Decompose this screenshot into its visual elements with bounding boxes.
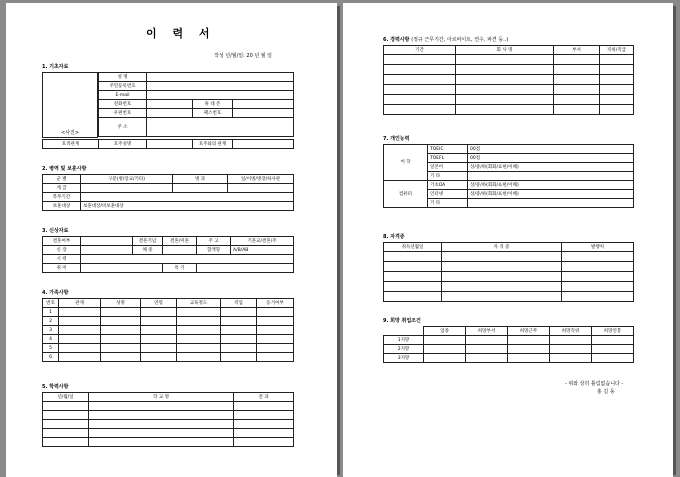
career-note: (정규 근무기간, 아르바이트, 연수, 파견 등..): [411, 37, 509, 43]
family-register-row: 호적관계 호주성명 호주와의 관계: [42, 139, 294, 149]
date-line: 작성 년/월/일: 20 년 월 일: [214, 53, 273, 59]
table-row: 복무기간: [43, 193, 294, 202]
section-job-conditions-heading: 9. 희망 취업조건: [383, 318, 421, 324]
signature-name: 홍 길 동: [597, 389, 615, 395]
table-row: 성 명: [99, 73, 294, 82]
certificates-table: [383, 242, 634, 302]
job-conditions-table: [383, 326, 634, 363]
table-row: 취득년월일 자 격 증 발행처: [384, 243, 634, 252]
table-row: [43, 402, 294, 411]
table-row: [43, 429, 294, 438]
table-row: 주민등록번호: [99, 82, 294, 91]
table-row: 2: [43, 317, 294, 326]
table-row: 일본어 상/중/하(회화/표현/이해): [384, 163, 634, 172]
career-table: [383, 45, 634, 115]
section-career-heading: 6. 경력사항 (정규 근무기간, 아르바이트, 연수, 파견 등..): [383, 37, 509, 43]
table-row: [43, 420, 294, 429]
table-row: 번호 관계 성명 연령 교육정도 직업 동거여부: [43, 299, 294, 308]
table-row: 전화번호 휴 대 폰: [99, 100, 294, 109]
table-row: 1: [43, 308, 294, 317]
table-row: 6: [43, 353, 294, 362]
table-row: 계 급: [43, 184, 294, 193]
table-row: 년/월/일 학 교 명 전 과: [43, 393, 294, 402]
table-row: E-mail: [99, 91, 294, 100]
section-basic-heading: 1. 기초자료: [42, 64, 69, 70]
resume-title: 이 력 서: [146, 27, 216, 40]
section-certificates-heading: 8. 자격증: [383, 234, 405, 240]
personal-table: [42, 236, 294, 273]
resume-page-1: [6, 3, 337, 477]
section-skills-heading: 7. 개인능력: [383, 136, 410, 142]
education-table: [42, 392, 294, 447]
section-education-heading: 5. 학력사항: [42, 384, 69, 390]
table-row: 군 별 구분(병/장교/기타) 병 과 일/이병/병장/하사관: [43, 175, 294, 184]
section-family-heading: 4. 가족사항: [42, 290, 69, 296]
table-row: 4: [43, 335, 294, 344]
table-row: 우편번호 팩스번호: [99, 109, 294, 118]
photo-label: <사진>: [61, 130, 80, 136]
lang-label: 어 학: [384, 145, 428, 181]
table-row: 신 장 체 중 혈액형 A/B/AB: [43, 246, 294, 255]
table-row: 3: [43, 326, 294, 335]
table-row: 2지망: [384, 345, 634, 354]
table-row: [43, 438, 294, 447]
table-row: 보훈대상 보훈대상/비보훈대상: [43, 202, 294, 211]
table-row: TOEFL 00점: [384, 154, 634, 163]
section-military-heading: 2. 병역 및 보훈사항: [42, 166, 87, 172]
military-table: [42, 174, 294, 211]
resume-page-2: [343, 3, 673, 477]
table-row: 시 력: [43, 255, 294, 264]
closing-statement: - 위와 상히 틀림없습니다 -: [565, 381, 624, 387]
photo-box: [42, 72, 98, 138]
table-row: 주 소: [99, 118, 294, 137]
table-row: 업종 희망부서 희망근무 희망직위 희망연봉: [384, 327, 634, 336]
skills-table: [383, 144, 634, 208]
basic-info-table: [98, 72, 294, 137]
table-row: 기 타: [384, 172, 634, 181]
table-row: 5: [43, 344, 294, 353]
computer-label: 컴퓨터: [384, 181, 428, 208]
table-row: 어 학 TOEIC 00점: [384, 145, 634, 154]
table-row: 결혼여부 결혼기념 결혼/미혼 주 고 기혼교/결혼/주: [43, 237, 294, 246]
table-row: 기 타: [384, 199, 634, 208]
table-row: 인터넷 상/중/하(회화/표현/이해): [384, 190, 634, 199]
section-personal-heading: 3. 신상자료: [42, 228, 69, 234]
table-row: 3지망: [384, 354, 634, 363]
table-row: 컴퓨터 기초OA 상/중/하(회화/표현/이해): [384, 181, 634, 190]
table-row: 기간 회 사 명 부서 직위/직급: [384, 46, 634, 55]
table-row: [43, 411, 294, 420]
family-table: [42, 298, 294, 362]
table-row: 1지망: [384, 336, 634, 345]
table-row: 취 미 특 기: [43, 264, 294, 273]
